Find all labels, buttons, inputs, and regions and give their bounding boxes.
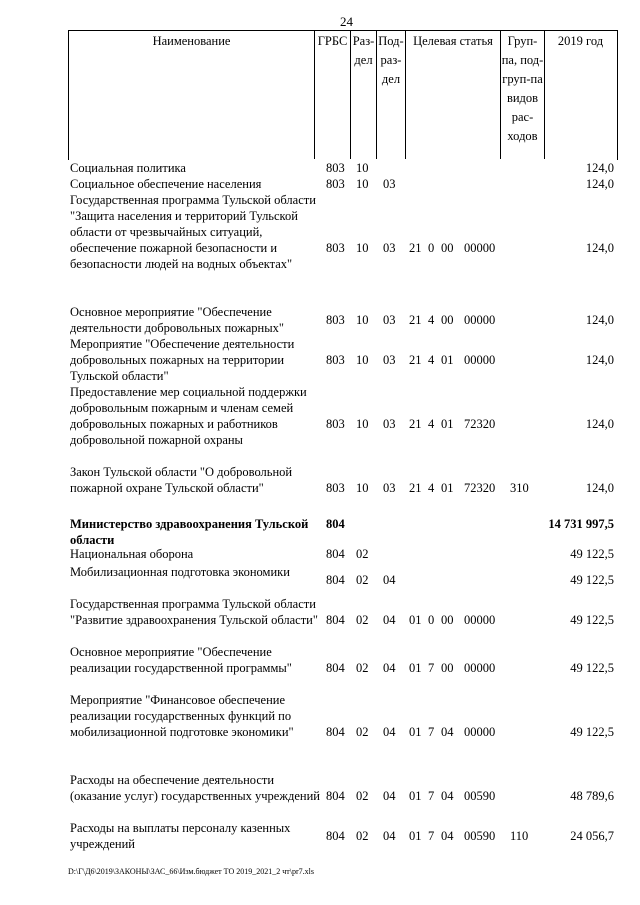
- cell-t1: 01: [409, 613, 422, 627]
- cell-rz: 02: [356, 661, 369, 675]
- row-name: Мобилизационная подготовка экономики: [70, 565, 290, 579]
- cell-t4: 72320: [464, 481, 496, 495]
- cell-pr: 03: [383, 177, 396, 191]
- cell-rz: 02: [356, 573, 369, 587]
- cell-t1: 21: [409, 481, 422, 495]
- cell-t3: 00: [441, 613, 454, 627]
- header-group: Груп-па, под-груп-па видов рас-ходов: [501, 34, 544, 143]
- row-name: Социальная политика: [70, 161, 186, 175]
- cell-t3: 04: [441, 725, 454, 739]
- cell-grbs: 803: [326, 417, 345, 431]
- cell-t2: 4: [428, 481, 435, 495]
- cell-t3: 01: [441, 417, 454, 431]
- cell-rz: 10: [356, 241, 369, 255]
- cell-t2: 4: [428, 417, 435, 431]
- cell-rz: 02: [356, 725, 369, 739]
- cell-grbs: 804: [326, 725, 345, 739]
- header-name: Наименование: [152, 34, 231, 48]
- row-name: Государственная программа Тульской области "Защита населения и территорий Тульской области от чрезвычайных ситуаций, обеспечение пожарной безопасности и безопасности людей на водных объектах": [70, 193, 316, 271]
- cell-pr: 03: [383, 481, 396, 495]
- cell-pr: 03: [383, 241, 396, 255]
- row-name: Мероприятие "Финансовое обеспечение реализации государственных функций по мобилизационной подготовке экономики": [70, 693, 294, 739]
- cell-pr: 03: [383, 417, 396, 431]
- cell-vr: 110: [510, 829, 529, 843]
- cell-amount: 49 122,5: [570, 573, 614, 587]
- cell-t1: 01: [409, 789, 422, 803]
- cell-t2: 0: [428, 241, 435, 255]
- cell-rz: 10: [356, 417, 369, 431]
- cell-t3: 04: [441, 829, 454, 843]
- cell-t1: 21: [409, 417, 422, 431]
- cell-pr: 03: [383, 353, 396, 367]
- cell-rz: 10: [356, 161, 369, 175]
- cell-pr: 04: [383, 725, 396, 739]
- cell-amount: 124,0: [585, 417, 614, 431]
- cell-grbs: 803: [326, 161, 345, 175]
- cell-rz: 02: [356, 829, 369, 843]
- cell-grbs: 804: [326, 613, 345, 627]
- cell-rz: 10: [356, 313, 369, 327]
- cell-amount: 124,0: [585, 241, 614, 255]
- cell-t1: 01: [409, 725, 422, 739]
- cell-t4: 00000: [464, 613, 496, 627]
- cell-rz: 10: [356, 177, 369, 191]
- cell-amount: 48 789,6: [570, 789, 614, 803]
- cell-amount: 49 122,5: [570, 661, 614, 675]
- cell-pr: 04: [383, 661, 396, 675]
- cell-t1: 21: [409, 353, 422, 367]
- cell-grbs: 804: [326, 573, 345, 587]
- file-path: D:\Г\Д6\2019\ЗАКОНЫ\ЗАС_66\Изм.бюджет ТО 2019_2021_2 чт\pr7.xls: [68, 867, 314, 876]
- cell-t2: 4: [428, 313, 435, 327]
- cell-t4: 00000: [464, 313, 496, 327]
- row-name: Расходы на выплаты персоналу казенных учреждений: [70, 821, 291, 851]
- row-name: Национальная оборона: [70, 547, 194, 561]
- cell-t3: 01: [441, 353, 454, 367]
- cell-rz: 02: [356, 547, 369, 561]
- row-name: Предоставление мер социальной поддержки добровольным пожарным и членам семей добровольных пожарных и работников добровольной пожарной охраны: [70, 385, 307, 447]
- cell-t2: 0: [428, 613, 435, 627]
- row-name: Расходы на обеспечение деятельности (оказание услуг) государственных учреждений: [70, 773, 320, 803]
- cell-t3: 00: [441, 313, 454, 327]
- cell-t2: 4: [428, 353, 435, 367]
- cell-amount: 124,0: [585, 353, 614, 367]
- cell-pr: 03: [383, 313, 396, 327]
- cell-t2: 7: [428, 661, 435, 675]
- cell-pr: 04: [383, 789, 396, 803]
- cell-amount: 49 122,5: [570, 725, 614, 739]
- cell-rz: 02: [356, 789, 369, 803]
- cell-pr: 04: [383, 829, 396, 843]
- cell-grbs: 803: [326, 313, 345, 327]
- cell-rz: 10: [356, 353, 369, 367]
- cell-t1: 21: [409, 241, 422, 255]
- cell-amount: 24 056,7: [570, 829, 614, 843]
- cell-amount: 14 731 997,5: [548, 517, 614, 531]
- row-name: Мероприятие "Обеспечение деятельности добровольных пожарных на территории Тульской области": [70, 337, 295, 383]
- cell-amount: 124,0: [585, 177, 614, 191]
- row-name: Государственная программа Тульской области "Развитие здравоохранения Тульской области": [70, 597, 318, 627]
- cell-t2: 7: [428, 725, 435, 739]
- row-name: Закон Тульской области "О добровольной пожарной охране Тульской области": [70, 465, 293, 495]
- cell-amount: 49 122,5: [570, 547, 614, 561]
- header-podrazdel: Под-раз-дел: [378, 34, 404, 86]
- cell-t4: 00590: [464, 789, 496, 803]
- cell-rz: 10: [356, 481, 369, 495]
- cell-grbs: 804: [326, 517, 345, 531]
- cell-t4: 72320: [464, 417, 496, 431]
- cell-t1: 01: [409, 829, 422, 843]
- cell-amount: 124,0: [585, 313, 614, 327]
- cell-t4: 00000: [464, 353, 496, 367]
- row-name: Основное мероприятие "Обеспечение реализации государственной программы": [70, 645, 292, 675]
- cell-vr: 310: [510, 481, 529, 495]
- row-name: Министерство здравоохранения Тульской области: [70, 517, 309, 547]
- row-name: Социальное обеспечение населения: [70, 177, 262, 191]
- cell-t4: 00000: [464, 241, 496, 255]
- cell-grbs: 803: [326, 177, 345, 191]
- cell-amount: 49 122,5: [570, 613, 614, 627]
- cell-t4: 00000: [464, 661, 496, 675]
- cell-grbs: 804: [326, 661, 345, 675]
- cell-grbs: 804: [326, 789, 345, 803]
- cell-t3: 04: [441, 789, 454, 803]
- cell-t2: 7: [428, 789, 435, 803]
- cell-t4: 00590: [464, 829, 496, 843]
- cell-t3: 00: [441, 661, 454, 675]
- cell-grbs: 804: [326, 547, 345, 561]
- cell-t4: 00000: [464, 725, 496, 739]
- cell-grbs: 804: [326, 829, 345, 843]
- header-target: Целевая статья: [413, 34, 493, 48]
- cell-amount: 124,0: [585, 161, 614, 175]
- cell-t1: 01: [409, 661, 422, 675]
- header-grbs: ГРБС: [317, 34, 348, 48]
- cell-grbs: 803: [326, 481, 345, 495]
- cell-amount: 124,0: [585, 481, 614, 495]
- cell-pr: 04: [383, 613, 396, 627]
- header-razdel: Раз-дел: [352, 34, 375, 67]
- cell-t3: 01: [441, 481, 454, 495]
- cell-t2: 7: [428, 829, 435, 843]
- row-name: Основное мероприятие "Обеспечение деятельности добровольных пожарных": [70, 305, 284, 335]
- cell-grbs: 803: [326, 241, 345, 255]
- cell-t1: 21: [409, 313, 422, 327]
- page-number: 24: [340, 14, 353, 29]
- cell-pr: 04: [383, 573, 396, 587]
- cell-t3: 00: [441, 241, 454, 255]
- cell-grbs: 803: [326, 353, 345, 367]
- header-year: 2019 год: [557, 34, 604, 48]
- cell-rz: 02: [356, 613, 369, 627]
